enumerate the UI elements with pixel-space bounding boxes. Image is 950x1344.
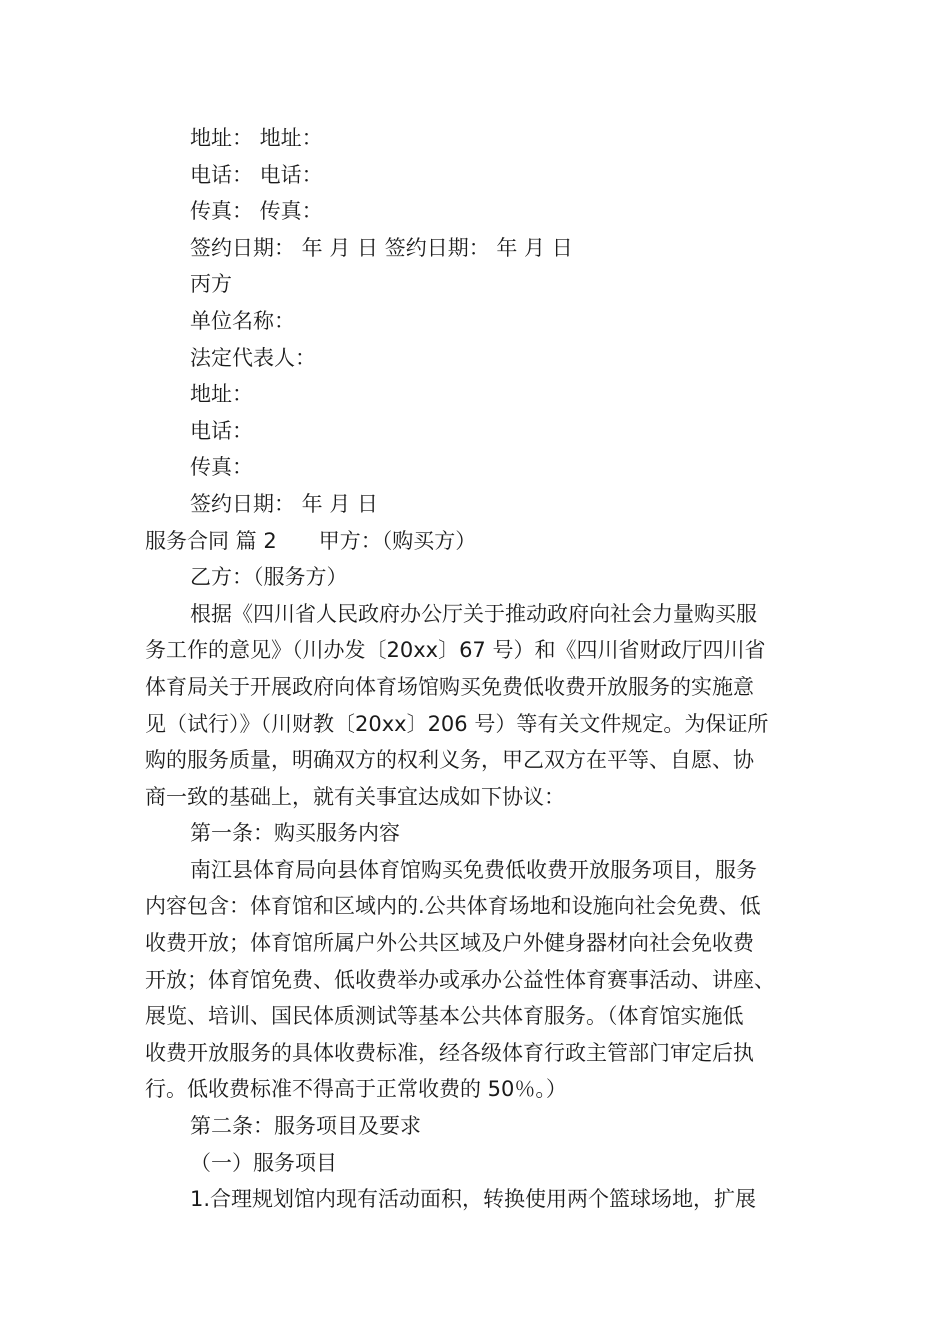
- paragraph-line: 收费开放；体育馆所属户外公共区域及户外健身器材向社会免收费: [145, 931, 754, 956]
- section-heading-line: 服务合同 篇 2 甲方：（购买方）: [145, 528, 477, 553]
- paragraph-line: 根据《四川省人民政府办公厅关于推动政府向社会力量购买服: [190, 601, 757, 626]
- article-heading: 第一条：购买服务内容: [190, 821, 400, 846]
- paragraph-line: 南江县体育局向县体育馆购买免费低收费开放服务项目，服务: [190, 857, 757, 882]
- paragraph-line: 见（试行）》（川财教〔20xx〕206 号）等有关文件规定。为保证所: [145, 711, 769, 736]
- article-heading: 第二条：服务项目及要求: [190, 1114, 421, 1139]
- text-line: 传真： 传真：: [190, 199, 323, 224]
- paragraph-line: 展览、培训、国民体质测试等基本公共体育服务。（体育馆实施低: [145, 1004, 744, 1029]
- text-line: 传真：: [190, 455, 253, 480]
- paragraph-line: 1.合理规划馆内现有活动面积，转换使用两个篮球场地，扩展: [190, 1187, 757, 1212]
- text-line: 地址：: [190, 382, 253, 407]
- paragraph-line: 购的服务质量，明确双方的权利义务，甲乙双方在平等、自愿、协: [145, 748, 754, 773]
- paragraph-line: 务工作的意见》（川办发〔20xx〕67 号）和《四川省财政厅四川省: [145, 638, 766, 663]
- text-line: 乙方：（服务方）: [190, 565, 348, 590]
- subsection-heading: （一）服务项目: [190, 1150, 337, 1175]
- paragraph-line: 内容包含：体育馆和区域内的.公共体育场地和设施向社会免费、低: [145, 894, 761, 919]
- text-line: 签约日期： 年 月 日: [190, 491, 379, 516]
- paragraph-line: 商一致的基础上，就有关事宜达成如下协议：: [145, 784, 565, 809]
- document-body: [145, 120, 810, 1218]
- text-line: 地址： 地址：: [190, 126, 323, 150]
- paragraph-line: 行。低收费标准不得高于正常收费的 50％。）: [145, 1077, 567, 1102]
- text-line: 签约日期： 年 月 日 签约日期： 年 月 日: [190, 235, 573, 260]
- text-line: 单位名称：: [190, 308, 295, 333]
- paragraph-line: 开放；体育馆免费、低收费举办或承办公益性体育赛事活动、讲座、: [145, 967, 775, 992]
- text-line: 电话： 电话：: [190, 162, 323, 187]
- paragraph-line: 体育局关于开展政府向体育场馆购买免费低收费开放服务的实施意: [145, 674, 754, 699]
- text-line: 电话：: [190, 418, 253, 443]
- text-line: 法定代表人：: [190, 345, 316, 370]
- paragraph-line: 收费开放服务的具体收费标准，经各级体育行政主管部门审定后执: [145, 1040, 754, 1065]
- text-line: 丙方: [190, 272, 232, 297]
